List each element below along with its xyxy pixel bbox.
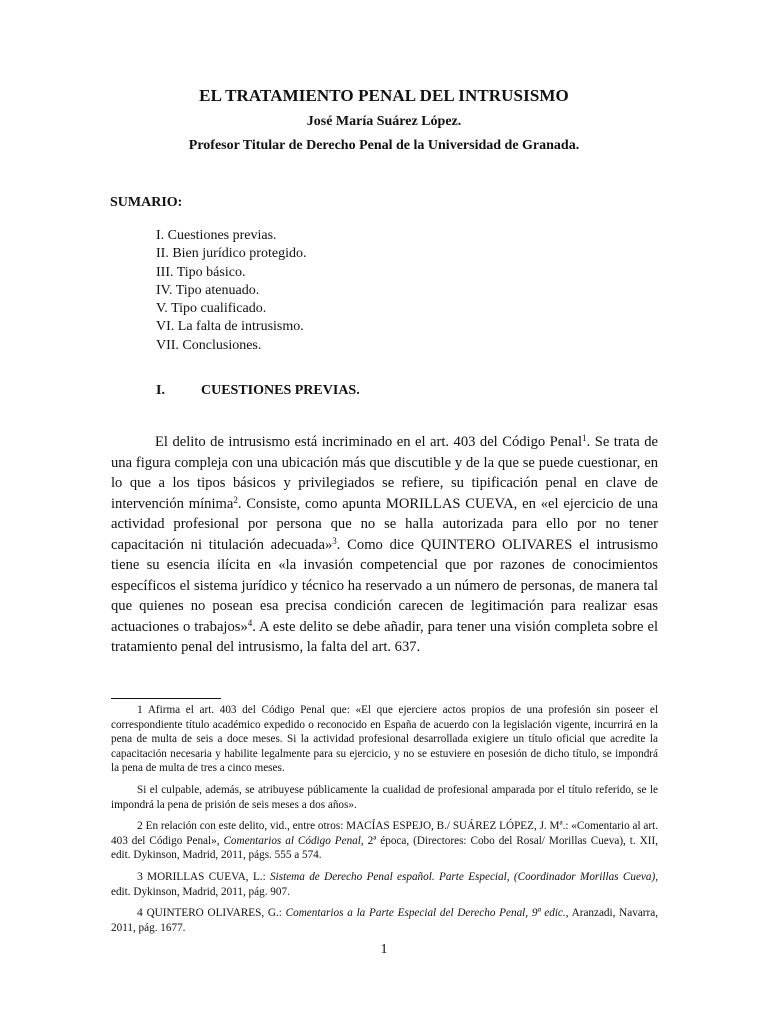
body-paragraph [111, 432, 658, 658]
section-heading [156, 383, 360, 399]
footnote-text: Si el culpable, además, se atribuyese públicamente la cualidad de profesional amparada por el título referido, se le impondrá la pena de prisión de seis meses a dos años». [111, 783, 658, 811]
summary-item: VI. La falta de intrusismo. [156, 319, 304, 335]
summary-item: IV. Tipo atenuado. [156, 282, 260, 298]
footnote-number: 1 [137, 703, 143, 716]
footnote-title: Comentarios a la Parte Especial del Derecho Penal, 9ª edic. [285, 907, 566, 920]
footnote-3 [111, 870, 658, 899]
section-title: CUESTIONES PREVIAS. [201, 383, 360, 398]
paragraph-text: . A este delito se debe añadir, para tener una visión completa sobre el tratamiento penal del intrusismo, la falta del art. 637. [111, 618, 658, 656]
footnote-number: 4 [137, 906, 143, 920]
footnote-ref[interactable]: 4 [247, 617, 253, 628]
summary-heading: SUMARIO: [110, 195, 183, 210]
footnote-ref[interactable]: 1 [582, 433, 587, 443]
section-number: I. [156, 383, 165, 398]
footnote-title: Sistema de Derecho Penal español. Parte Especial, (Coordinador Morillas Cueva) [270, 870, 656, 883]
author-affiliation: Profesor Titular de Derecho Penal de la Universidad de Granada. [188, 138, 580, 153]
paragraph-text: El delito de intrusismo está incriminado en el art. 403 del Código Penal [155, 434, 583, 450]
footnote-2 [111, 819, 658, 863]
footnote-separator [111, 698, 221, 699]
document-title: EL TRATAMIENTO PENAL DEL INTRUSISMO [199, 86, 569, 105]
footnote-text: , 2ª época, (Directores: Cobo del Rosal/ Morillas Cueva), t. XII, edit. Dykinson, Madrid, 2011, págs. 555 a 574. [111, 834, 658, 862]
paragraph-text: . Consiste, como apunta MORILLAS CUEVA, en «el ejercicio de una actividad profesional por persona que no se halla autorizada para ello por no tener capacitación ni titulación adecuada» [111, 495, 658, 553]
paragraph-text: . Como dice QUINTERO OLIVARES el intrusismo tiene su esencia ilícita en «la invasión competencial que por razones de conocimientos específicos el sistema jurídico y técnico ha reservado a un número de personas, de manera tal que quienes no posean esa precisa condición carecen de legitimación para realizar esas actuaciones o trabajos» [111, 536, 658, 635]
author-name: José María Suárez López. [306, 114, 462, 129]
footnote-1 [111, 703, 658, 776]
footnotes [111, 703, 658, 935]
footnote-text: , Aranzadi, Navarra, 2011, pág. 1677. [111, 907, 659, 934]
footnote-number: 2 [137, 819, 143, 833]
summary-item: I. Cuestiones previas. [156, 228, 277, 243]
footnote-text: Afirma el art. 403 del Código Penal que: «El que ejerciere actos propios de una profesión sin poseer el correspondiente título académico expedido o reconocido en España de acuerdo con la legislación vigente, incurrirá en la pena de multa de seis a doce meses. Si la actividad profesional desarrollada exigiere un título oficial que acredite la capacitación necesaria y habilite legalmente para su ejercicio, y no se estuviere en posesión de dicho título, se impondrá la pena de multa de tres a cinco meses. [111, 704, 658, 775]
footnote-ref[interactable]: 3 [332, 535, 337, 546]
footnote-text: QUINTERO OLIVARES, G.: [146, 907, 286, 920]
footnote-text: MORILLAS CUEVA, L.: [147, 870, 271, 883]
footnote-text: En relación con este delito, vid., entre otros: MACÍAS ESPEJO, B./ SUÁREZ LÓPEZ, J. Mª.: «Comentario al art. 403 del Código Penal», [111, 820, 659, 847]
footnote-ref[interactable]: 2 [233, 494, 238, 505]
paragraph-text: . Se trata de una figura compleja con una ubicación más que discutible y de la que se puede cuestionar, en lo que a los tipos básicos y privilegiados se refiere, su tipificación penal en clave de intervención mínima [111, 434, 658, 512]
page-number: 1 [380, 942, 388, 957]
summary-item: V. Tipo cualificado. [156, 301, 267, 317]
summary-item: II. Bien jurídico protegido. [156, 246, 307, 262]
footnote-number: 3 [137, 869, 143, 883]
summary-list [156, 227, 306, 355]
footnote-text: , edit. Dykinson, Madrid, 2011, pág. 907. [111, 870, 658, 898]
summary-item: VII. Conclusiones. [156, 337, 262, 353]
footnote-1-continued [111, 783, 658, 812]
footnote-4 [111, 906, 658, 935]
footnote-title: Comentarios al Código Penal [223, 834, 361, 847]
summary-item: III. Tipo básico. [156, 264, 246, 280]
